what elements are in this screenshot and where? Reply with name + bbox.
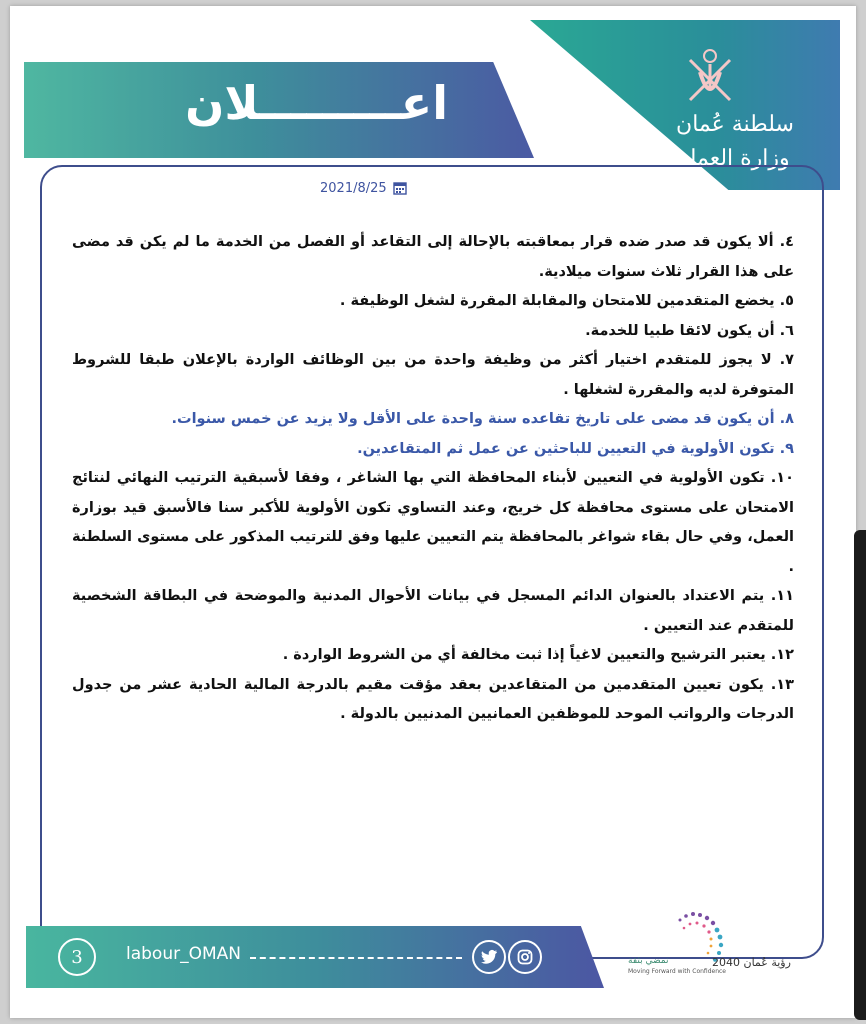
ministry-line-1: سلطنة عُمان bbox=[676, 112, 794, 137]
calendar-icon bbox=[393, 181, 407, 195]
list-item-highlighted: ٩. تكون الأولوية في التعيين للباحثين عن عمل ثم المتقاعدين. bbox=[357, 440, 794, 457]
list-item: ١٢. يعتبر الترشيح والتعيين لاغياً إذا ثبت مخالفة أي من الشروط الواردة . bbox=[282, 647, 794, 663]
footer-banner bbox=[26, 926, 604, 988]
list-item: ١١. يتم الاعتداد بالعنوان الدائم المسجل في بيانات الأحوال المدنية والموضحة في البطاقة الشخصية للمتقدم عند التعيين . bbox=[72, 588, 794, 634]
date-row bbox=[320, 178, 407, 198]
page-title: اعـــــــــلان bbox=[185, 76, 448, 130]
list-item: ١٣. يكون تعيين المتقدمين من المتقاعدين بعقد مؤقت مقيم بالدرجة المالية الحادية عشر من جدول الدرجات والرواتب الموحد للموظفين العمانيين المدنيين بالدولة . bbox=[72, 676, 794, 722]
page-number: 3 bbox=[58, 938, 96, 976]
oman-vision-2040-logo bbox=[620, 900, 790, 990]
list-item: ١٠. تكون الأولوية في التعيين لأبناء المحافظة التي بها الشاغر ، وفقا لأسبقية الترتيب النهائي لنتائج الامتحان على مستوى محافظة كل خريج، وعند التساوي تكون الأولوية للأكبر سنا فالأسبق قيد بوزارة العمل، وفي حال بقاء شواغر بالمحافظة يتم التعيين عليها وفق للترتيب المذكور على مستوى السلطنة . bbox=[72, 470, 794, 575]
list-item-highlighted: ٨. أن يكون قد مضى على تاريخ تقاعده سنة واحدة على الأقل ولا يزيد عن خمس سنوات. bbox=[171, 411, 794, 427]
list-item: ٥. يخضع المتقدمين للامتحان والمقابلة المقررة لشغل الوظيفة . bbox=[339, 293, 794, 309]
announcement-date: 2021/8/25 bbox=[320, 180, 387, 196]
list-item: ٧. لا يجوز للمتقدم اختيار أكثر من وظيفة واحدة من بين الوظائف الواردة بالإعلان طبقا للشروط المتوفرة لديه والمقررة لشغلها . bbox=[72, 352, 794, 398]
vision-english-label: Moving Forward with Confidence bbox=[628, 968, 726, 975]
scrollbar[interactable] bbox=[854, 530, 866, 1020]
footer-divider bbox=[250, 957, 462, 959]
ministry-line-2: وزارة العمل bbox=[680, 146, 790, 171]
vision-sub-label: نمضي بثقة bbox=[628, 956, 669, 966]
title-banner bbox=[24, 62, 534, 158]
list-item: ٤. ألا يكون قد صدر ضده قرار بمعاقبته بالإحالة إلى التقاعد أو الفصل من الخدمة ما لم يكن قد مضى على هذا القرار ثلاث سنوات ميلادية. bbox=[72, 234, 794, 280]
conditions-list bbox=[72, 228, 794, 730]
social-handle[interactable]: labour_OMAN bbox=[126, 944, 241, 964]
vision-main-label: رؤية عُمان 2040 bbox=[712, 956, 791, 969]
twitter-icon[interactable] bbox=[472, 940, 506, 974]
instagram-icon[interactable] bbox=[508, 940, 542, 974]
oman-emblem-icon bbox=[682, 46, 738, 108]
list-item: ٦. أن يكون لائقا طبيا للخدمة. bbox=[585, 322, 794, 339]
